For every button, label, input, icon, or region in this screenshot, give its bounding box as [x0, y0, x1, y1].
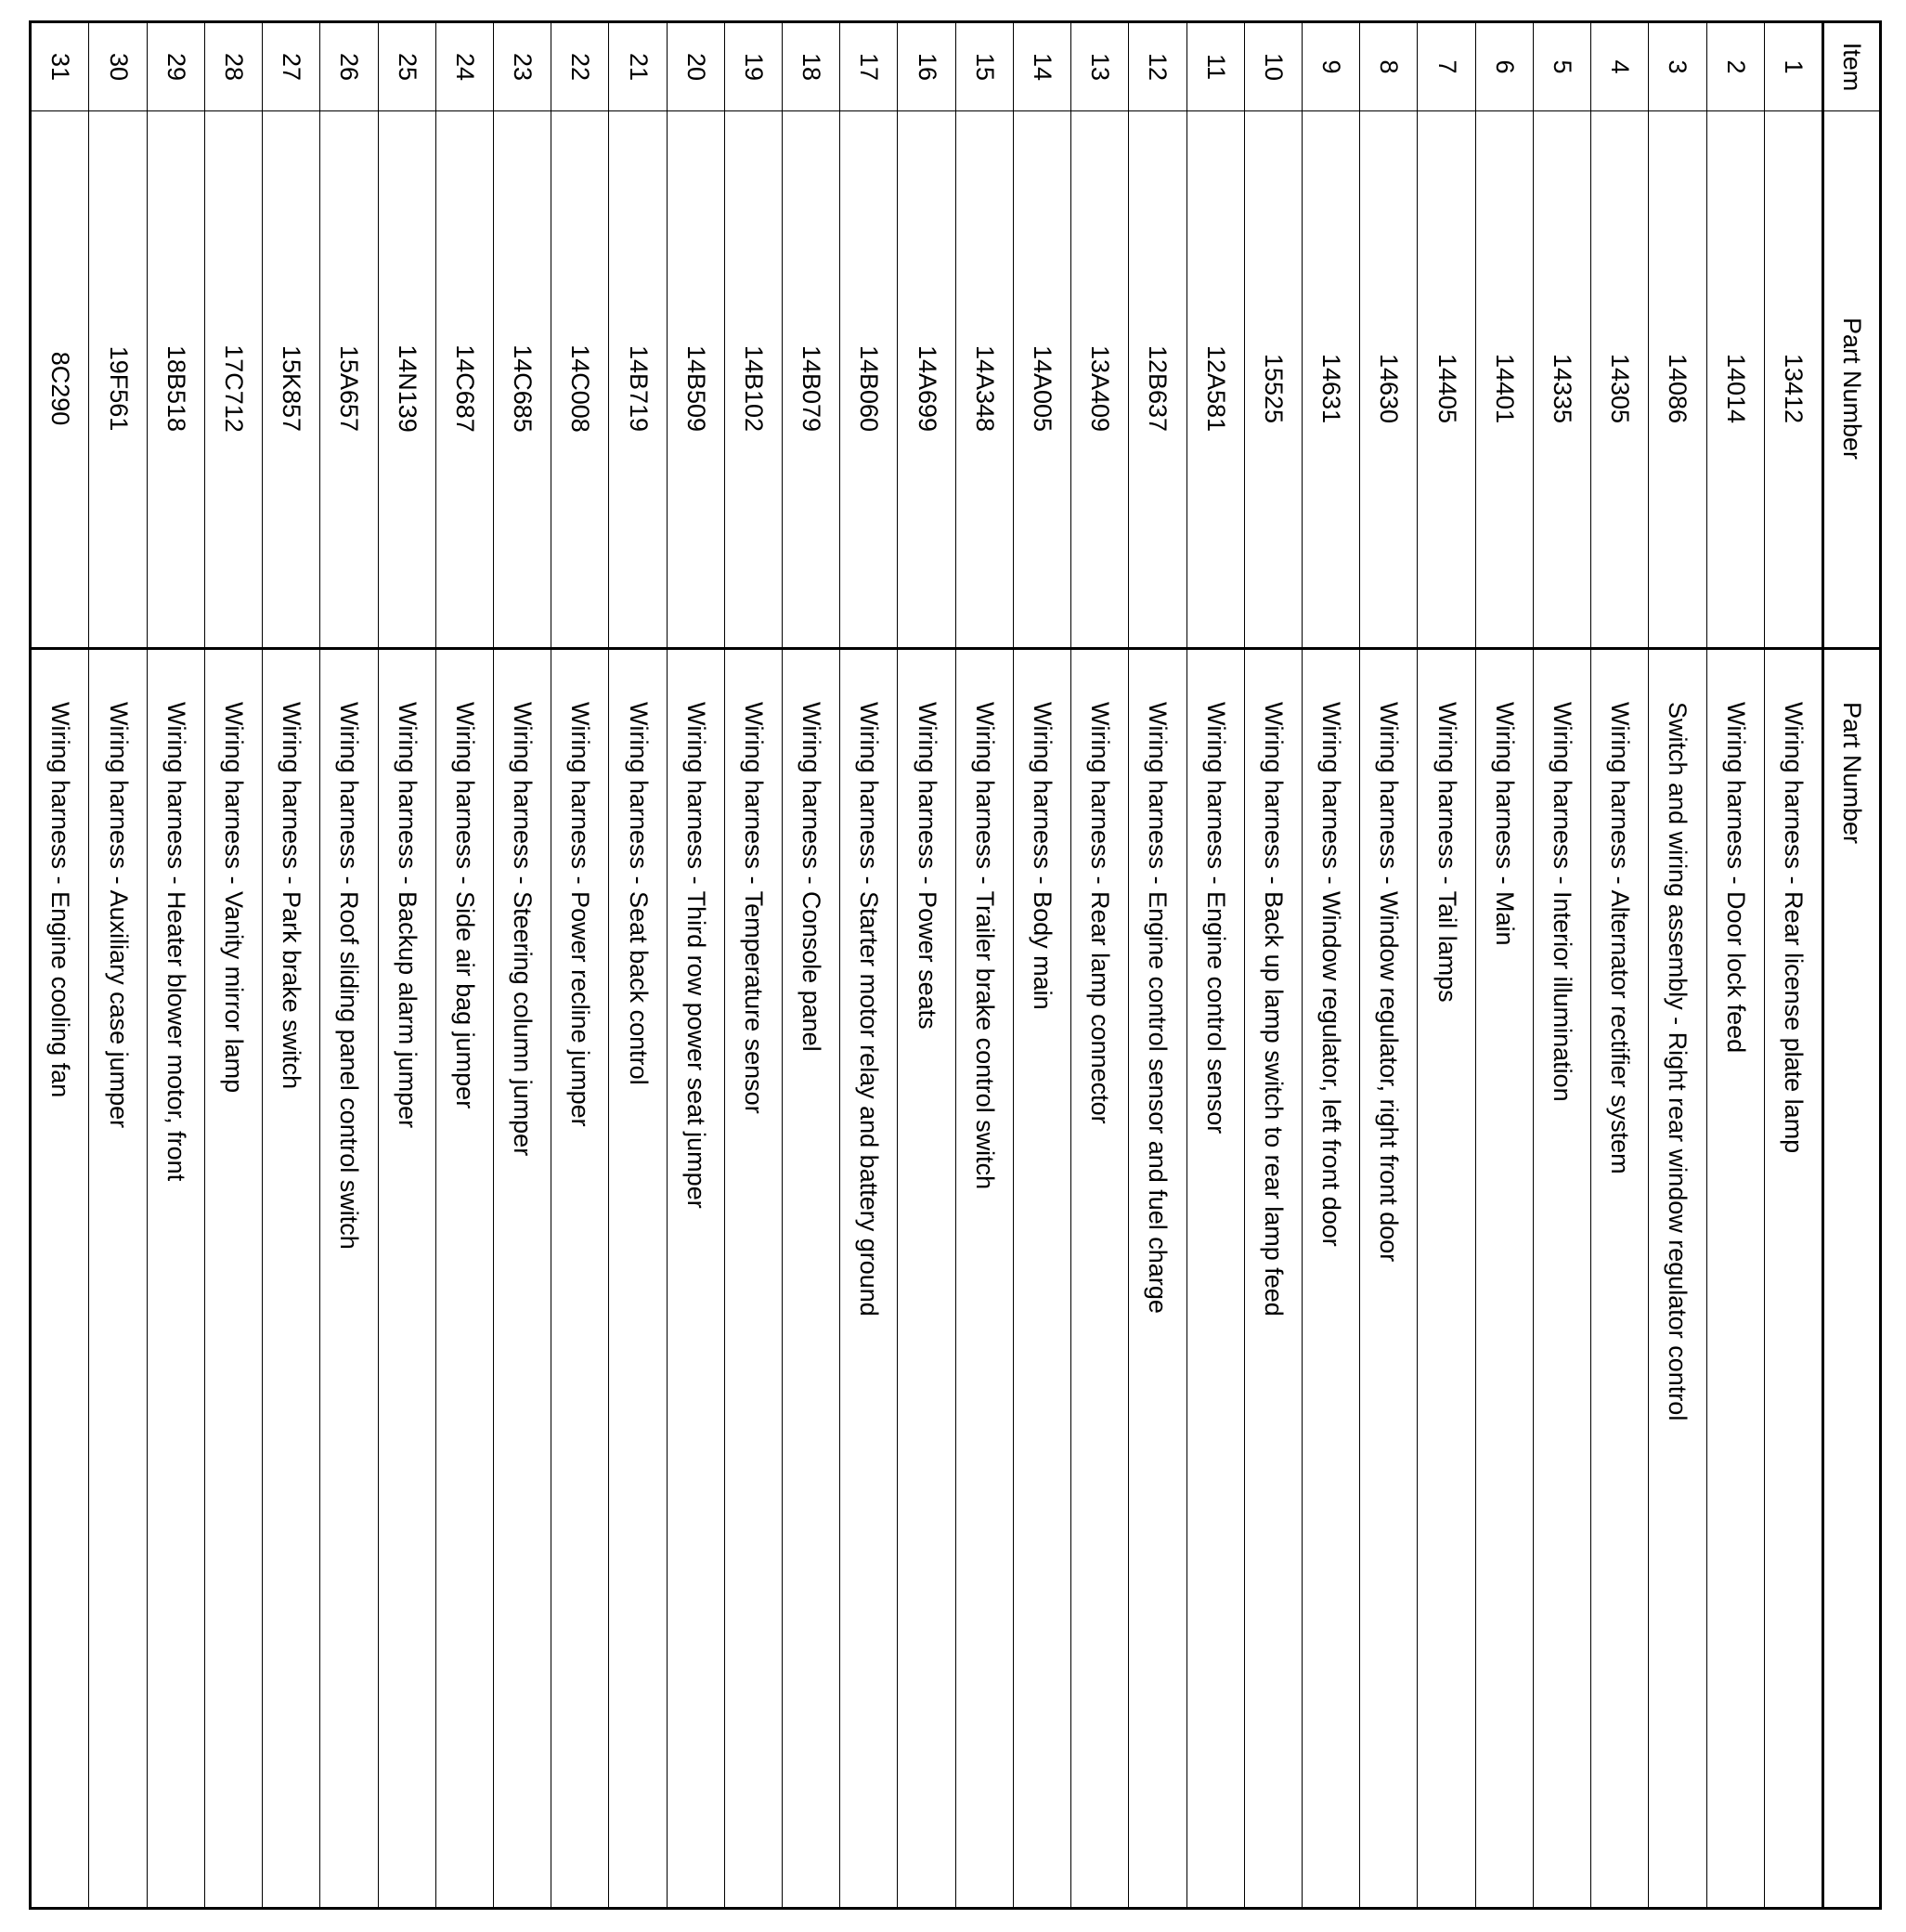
table-row: [1590, 23, 1648, 1908]
description-cell: Wiring harness - Window regulator, left front door: [1317, 702, 1346, 1247]
description-cell: Wiring harness - Alternator rectifier system: [1606, 702, 1635, 1174]
part-number-cell: 14A699: [899, 111, 955, 650]
item-number-cell: 7: [1418, 23, 1474, 111]
part-number-cell: 13412: [1765, 111, 1822, 650]
description-cell: Wiring harness - Roof sliding panel control switch: [335, 702, 364, 1250]
description-cell: Wiring harness - Body main: [1029, 702, 1057, 1010]
item-number-cell: 10: [1245, 23, 1302, 111]
description-cell: Wiring harness - Park brake switch: [278, 702, 306, 1090]
table-row: [493, 23, 551, 1908]
description-cell: Wiring harness - Interior illumination: [1549, 702, 1577, 1102]
table-row: [839, 23, 897, 1908]
part-number-cell: 14C687: [436, 111, 493, 650]
description-cell: Wiring harness - Engine cooling fan: [46, 702, 75, 1098]
description-cell: Wiring harness - Back up lamp switch to rear lamp feed: [1259, 702, 1288, 1316]
item-number-cell: 30: [89, 23, 146, 111]
description-cell: Switch and wiring assembly - Right rear window regulator control: [1664, 702, 1692, 1421]
part-number-cell: 15A657: [320, 111, 377, 650]
description-cell: Wiring harness - Steering column jumper: [509, 702, 538, 1157]
part-number-cell: 14631: [1303, 111, 1359, 650]
item-number-cell: 22: [551, 23, 608, 111]
description-cell: Wiring harness - Vanity mirror lamp: [219, 702, 248, 1094]
description-cell: Wiring harness - Engine control sensor: [1201, 702, 1230, 1135]
part-number-cell: 14335: [1534, 111, 1590, 650]
table-row: [1302, 23, 1359, 1908]
item-number-cell: 28: [205, 23, 262, 111]
table-row: [955, 23, 1013, 1908]
part-number-cell: 14B719: [609, 111, 666, 650]
part-number-cell: 14B060: [840, 111, 897, 650]
table-row: [435, 23, 493, 1908]
description-cell: Wiring harness - Power recline jumper: [566, 702, 595, 1127]
table-row: [319, 23, 377, 1908]
part-number-cell: 17C712: [205, 111, 262, 650]
description-cell: Wiring harness - Third row power seat jumper: [681, 702, 710, 1209]
part-number-cell: 12B637: [1129, 111, 1186, 650]
item-number-cell: 8: [1360, 23, 1417, 111]
item-number-cell: 21: [609, 23, 666, 111]
item-number-cell: 27: [263, 23, 319, 111]
item-number-cell: 29: [148, 23, 204, 111]
description-cell: Wiring harness - Rear license plate lamp: [1779, 702, 1808, 1154]
table-row: [667, 23, 724, 1908]
part-number-cell: 14305: [1591, 111, 1648, 650]
part-number-cell: 14086: [1649, 111, 1705, 650]
item-number-cell: 9: [1303, 23, 1359, 111]
table-row: [378, 23, 435, 1908]
table-row: [608, 23, 666, 1908]
header-part-number: Part Number: [1824, 111, 1879, 650]
part-number-cell: 14A005: [1014, 111, 1070, 650]
description-cell: Wiring harness - Trailer brake control switch: [970, 702, 999, 1190]
item-number-cell: 1: [1765, 23, 1822, 111]
item-number-cell: 15: [956, 23, 1013, 111]
description-cell: Wiring harness - Starter motor relay and battery ground: [855, 702, 884, 1316]
table-row: [88, 23, 146, 1908]
table-row: [1186, 23, 1244, 1908]
item-number-cell: 17: [840, 23, 897, 111]
table-row: [1128, 23, 1186, 1908]
table-row: [1244, 23, 1302, 1908]
part-number-cell: 14C008: [551, 111, 608, 650]
header-item: Item: [1824, 23, 1879, 111]
description-cell: Wiring harness - Seat back control: [624, 702, 653, 1085]
table-row: [147, 23, 204, 1908]
item-number-cell: 2: [1707, 23, 1764, 111]
description-cell: Wiring harness - Side air bag jumper: [450, 702, 479, 1109]
item-number-cell: 16: [899, 23, 955, 111]
item-number-cell: 24: [436, 23, 493, 111]
header-description: Part Number: [1838, 702, 1866, 845]
description-cell: Wiring harness - Main: [1490, 702, 1519, 946]
part-number-cell: 8C290: [32, 111, 88, 650]
table-row: [262, 23, 319, 1908]
part-number-cell: 14014: [1707, 111, 1764, 650]
description-cell: Wiring harness - Temperature sensor: [739, 702, 768, 1114]
parts-table-frame: [29, 20, 1882, 1910]
item-number-cell: 26: [320, 23, 377, 111]
item-number-cell: 13: [1071, 23, 1128, 111]
item-number-cell: 19: [725, 23, 782, 111]
table-row: [1417, 23, 1474, 1908]
table-row: [32, 23, 88, 1908]
part-number-cell: 14B102: [725, 111, 782, 650]
part-number-cell: 14401: [1476, 111, 1533, 650]
table-row: [1359, 23, 1417, 1908]
description-cell: Wiring harness - Power seats: [913, 702, 941, 1030]
item-number-cell: 14: [1014, 23, 1070, 111]
part-number-cell: 19F561: [89, 111, 146, 650]
part-number-cell: 14N139: [379, 111, 435, 650]
part-number-cell: 15525: [1245, 111, 1302, 650]
table-header-row: [1822, 23, 1879, 1908]
item-number-cell: 25: [379, 23, 435, 111]
table-row: [1533, 23, 1590, 1908]
table-row: [898, 23, 955, 1908]
parts-table: [32, 23, 1879, 1908]
part-number-cell: 14405: [1418, 111, 1474, 650]
description-cell: Wiring harness - Window regulator, right front door: [1375, 702, 1404, 1263]
item-number-cell: 6: [1476, 23, 1533, 111]
part-number-cell: 14B509: [668, 111, 724, 650]
item-number-cell: 31: [32, 23, 88, 111]
item-number-cell: 23: [494, 23, 551, 111]
description-cell: Wiring harness - Door lock feed: [1721, 702, 1750, 1054]
table-row: [782, 23, 839, 1908]
table-row: [551, 23, 608, 1908]
description-cell: Wiring harness - Rear lamp connector: [1086, 702, 1115, 1124]
table-row: [1706, 23, 1764, 1908]
item-number-cell: 11: [1187, 23, 1244, 111]
part-number-cell: 12A581: [1187, 111, 1244, 650]
item-number-cell: 12: [1129, 23, 1186, 111]
item-number-cell: 20: [668, 23, 724, 111]
description-cell: Wiring harness - Backup alarm jumper: [393, 702, 421, 1129]
table-row: [204, 23, 262, 1908]
item-number-cell: 5: [1534, 23, 1590, 111]
item-number-cell: 3: [1649, 23, 1705, 111]
table-row: [1013, 23, 1070, 1908]
part-number-cell: 13A409: [1071, 111, 1128, 650]
item-number-cell: 18: [783, 23, 839, 111]
table-row: [724, 23, 782, 1908]
table-row: [1764, 23, 1822, 1908]
table-row: [1070, 23, 1128, 1908]
description-cell: Wiring harness - Heater blower motor, front: [162, 702, 190, 1182]
description-cell: Wiring harness - Tail lamps: [1433, 702, 1461, 1003]
description-cell: Wiring harness - Console panel: [797, 702, 826, 1052]
description-cell: Wiring harness - Auxiliary case jumper: [104, 702, 133, 1129]
part-number-cell: 14B079: [783, 111, 839, 650]
table-row: [1475, 23, 1533, 1908]
part-number-cell: 14C685: [494, 111, 551, 650]
description-cell: Wiring harness - Engine control sensor and fuel charge: [1144, 702, 1173, 1314]
part-number-cell: 14630: [1360, 111, 1417, 650]
part-number-cell: 15K857: [263, 111, 319, 650]
item-number-cell: 4: [1591, 23, 1648, 111]
part-number-cell: 14A348: [956, 111, 1013, 650]
table-row: [1648, 23, 1705, 1908]
part-number-cell: 18B518: [148, 111, 204, 650]
